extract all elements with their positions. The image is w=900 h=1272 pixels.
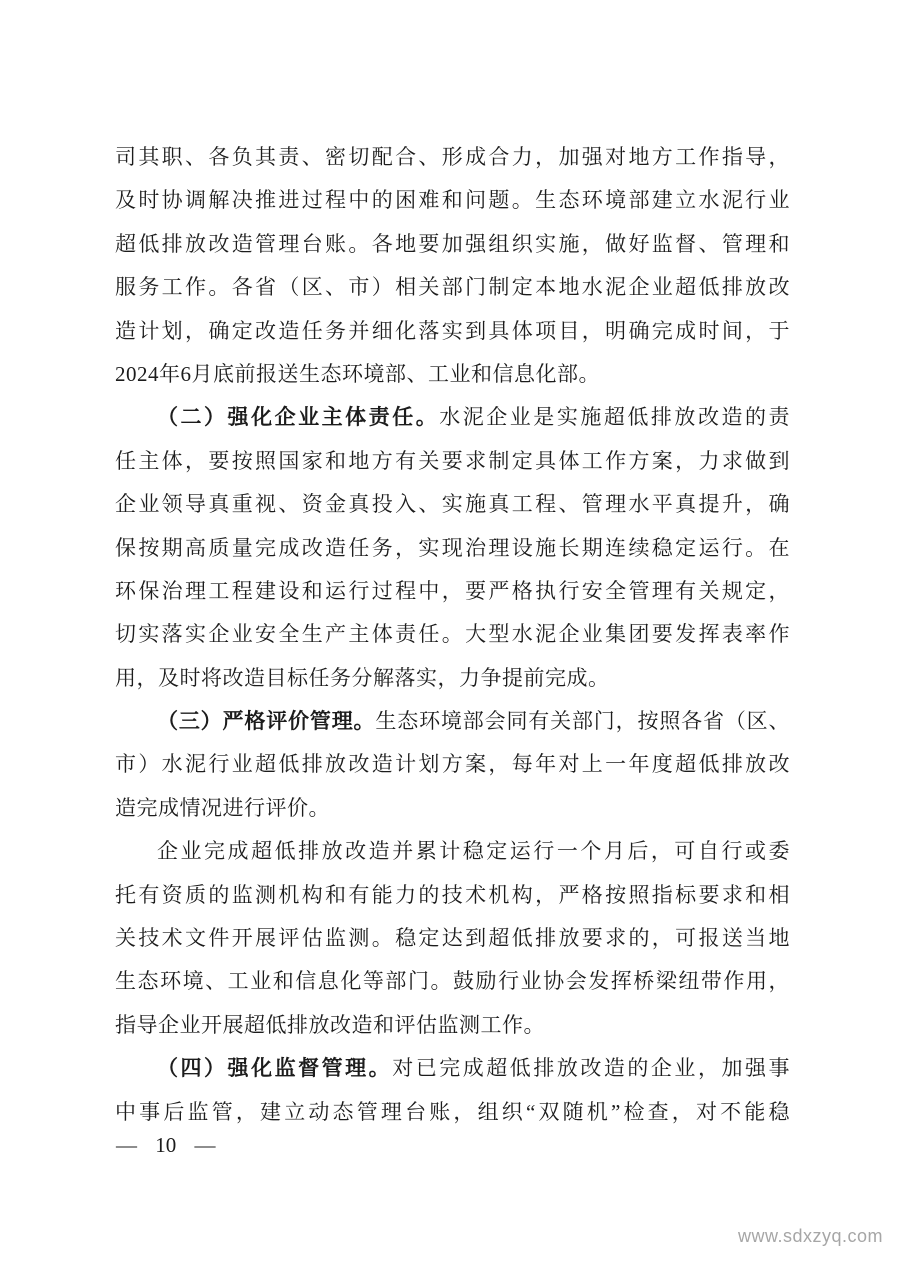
watermark: www.sdxzyq.com	[737, 1226, 883, 1246]
line-text: 企业完成超低排放改造并累计稳定运行一个月后，可自行或委	[157, 839, 790, 864]
text-line	[115, 1091, 790, 1134]
text-line	[115, 1047, 790, 1090]
line-text: 造完成情况进行评价。	[115, 795, 330, 820]
line-text: 及时协调解决推进过程中的困难和问题。生态环境部建立水泥行业	[115, 188, 790, 213]
text-line	[115, 613, 790, 656]
section-heading: （四）强化监督管理。	[157, 1056, 393, 1081]
line-text: 切实落实企业安全生产主体责任。大型水泥企业集团要发挥表率作	[115, 622, 790, 647]
text-line	[115, 743, 790, 786]
text-line	[115, 960, 790, 1003]
text-line	[115, 353, 790, 396]
text-line	[115, 136, 790, 179]
text-line	[115, 223, 790, 266]
text-line	[115, 1004, 790, 1047]
line-text: 用，及时将改造目标任务分解落实，力争提前完成。	[115, 665, 610, 690]
line-text: 任主体，要按照国家和地方有关要求制定具体工作方案，力求做到	[115, 448, 790, 473]
document-body	[115, 136, 790, 1134]
line-text: 服务工作。各省（区、市）相关部门制定本地水泥企业超低排放改	[115, 275, 790, 300]
line-text: 生态环境、工业和信息化等部门。鼓励行业协会发挥桥梁纽带作用，	[115, 969, 790, 994]
text-line	[115, 830, 790, 873]
line-text: 托有资质的监测机构和有能力的技术机构，严格按照指标要求和相	[115, 882, 790, 907]
text-line	[115, 310, 790, 353]
text-line	[115, 657, 790, 700]
line-text: 企业领导真重视、资金真投入、实施真工程、管理水平真提升，确	[115, 492, 790, 517]
line-text: 生态环境部会同有关部门，按照各省（区、	[375, 709, 791, 734]
section-heading: （二）强化企业主体责任。	[157, 405, 440, 430]
line-text: 保按期高质量完成改造任务，实现治理设施长期连续稳定运行。在	[115, 535, 790, 560]
line-text: 中事后监管，建立动态管理台账，组织“双随机”检查，对不能稳	[115, 1099, 790, 1124]
text-line	[115, 483, 790, 526]
text-line	[115, 917, 790, 960]
line-text: 环保治理工程建设和运行过程中，要严格执行安全管理有关规定，	[115, 578, 790, 603]
text-line	[115, 570, 790, 613]
text-line	[115, 440, 790, 483]
page-number: — 10 —	[116, 1133, 216, 1157]
text-line	[115, 787, 790, 830]
line-text: 2024年6月底前报送生态环境部、工业和信息化部。	[115, 361, 600, 386]
line-text: 司其职、各负其责、密切配合、形成合力，加强对地方工作指导，	[115, 145, 790, 169]
line-text: 关技术文件开展评估监测。稳定达到超低排放要求的，可报送当地	[115, 926, 790, 951]
line-text: 市）水泥行业超低排放改造计划方案，每年对上一年度超低排放改	[115, 752, 790, 777]
section-heading: （三）严格评价管理。	[157, 709, 376, 734]
text-line	[115, 527, 790, 570]
line-text: 指导企业开展超低排放改造和评估监测工作。	[115, 1012, 545, 1037]
line-text: 造计划，确定改造任务并细化落实到具体项目，明确完成时间，于	[115, 318, 790, 343]
text-line	[115, 266, 790, 309]
line-text: 超低排放改造管理台账。各地要加强组织实施，做好监督、管理和	[115, 231, 790, 256]
text-line	[115, 179, 790, 222]
text-line	[115, 700, 790, 743]
text-line	[115, 396, 790, 439]
text-line	[115, 874, 790, 917]
line-text: 对已完成超低排放改造的企业，加强事	[392, 1056, 791, 1081]
line-text: 水泥企业是实施超低排放改造的责	[439, 405, 791, 430]
